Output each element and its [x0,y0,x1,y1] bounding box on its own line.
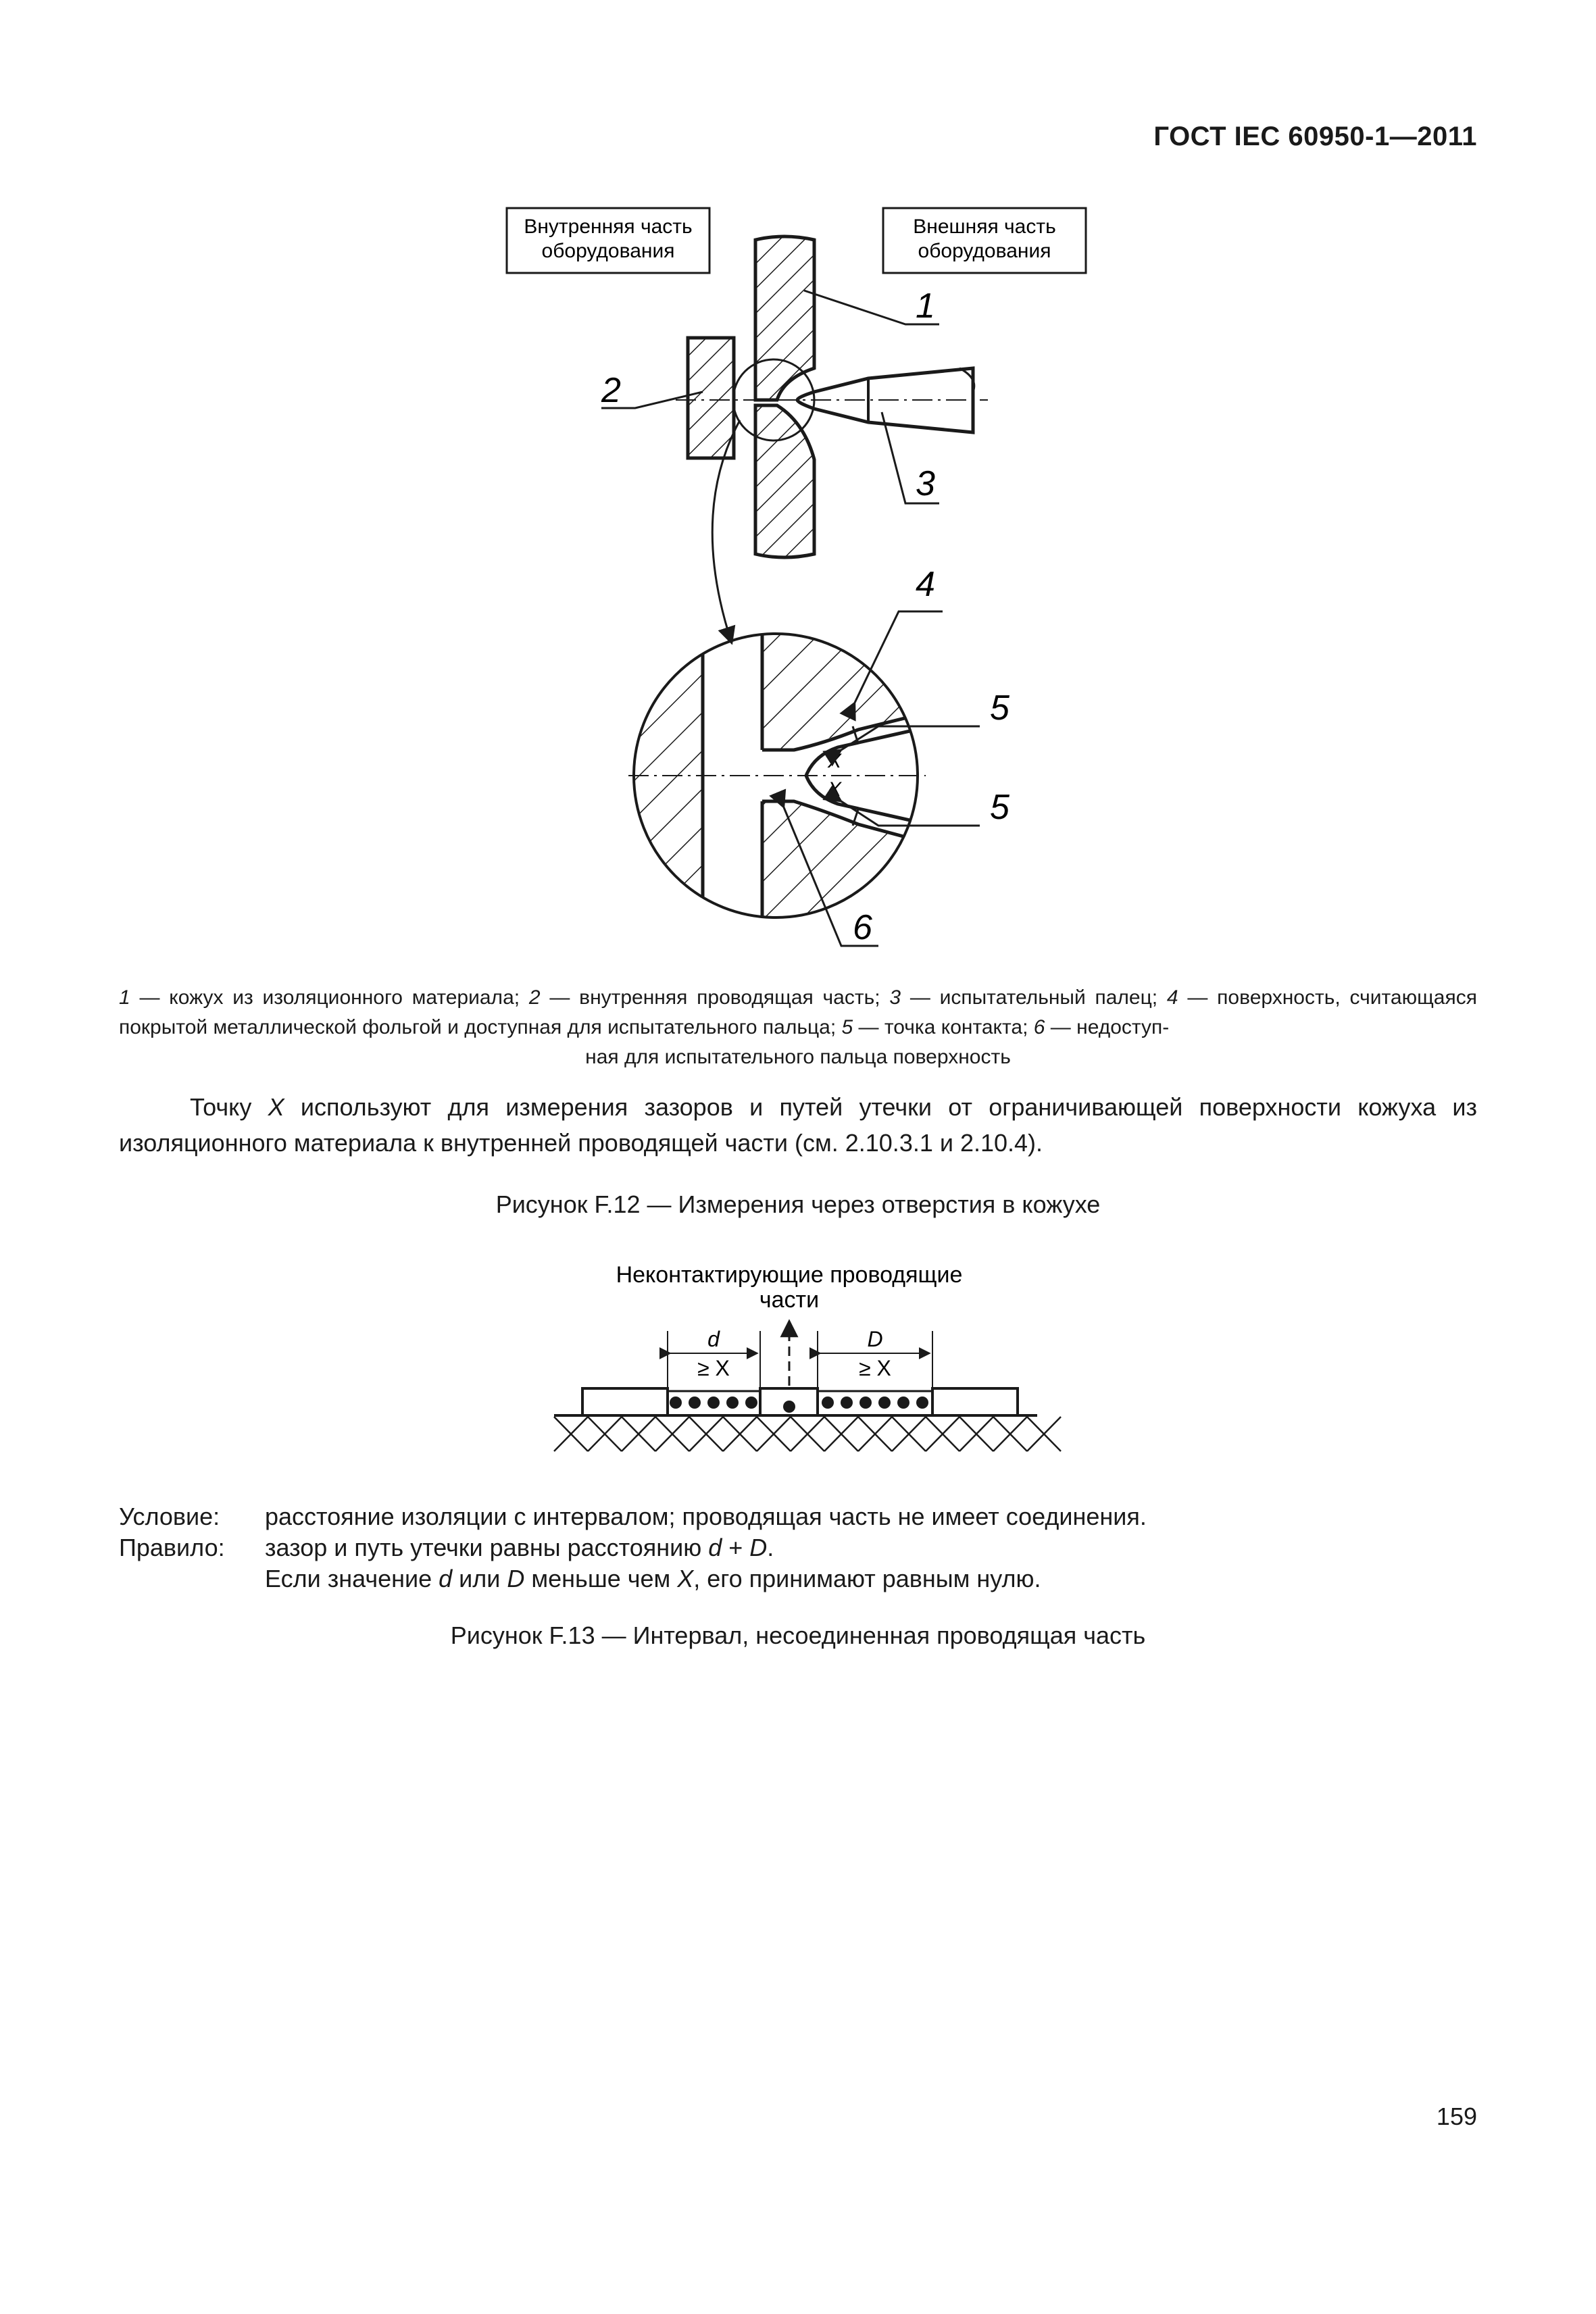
label-1: 1 [916,286,935,326]
legend-t5: — точка контакта; [853,1016,1034,1038]
figure-legend [119,983,1477,1072]
legend-t2: — внутренняя проводящая часть; [540,986,890,1009]
box-outer-equipment [883,208,1086,273]
f13-D-label: D [867,1327,883,1351]
rule-d: d [708,1534,722,1561]
legend-n5: 5 [841,1016,853,1038]
rule2-end: , его принимают равным нулю. [693,1565,1041,1592]
condition-text: расстояние изоляции с интервалом; проводящая часть не имеет соединения. [265,1503,1147,1530]
label-3: 3 [916,464,935,503]
box-inner-equipment [507,208,709,273]
box-inner-line1: Внутренняя часть [524,216,693,238]
document-id: ГОСТ IEC 60950-1—2011 [1153,122,1477,151]
para-part2: используют для измерения зазоров и путей утечки от ограничивающей поверхности кожуха из изоляционного материала к внутренней проводящей части (см. 2.10.3.1 и 2.10.4). [119,1093,1477,1157]
label-5-lower: 5 [990,788,1009,827]
rule2-a: Если значение [265,1565,439,1592]
caption-figure-f12: Рисунок F.12 — Измерения через отверстия в кожухе [495,1190,1101,1218]
box-inner-line2: оборудования [541,240,675,262]
label-5-upper: 5 [990,688,1009,728]
legend-n2: 2 [528,986,541,1009]
box-outer-line1: Внешняя часть [913,216,1056,238]
rule-end: . [767,1534,774,1561]
legend-n1: 1 [119,986,130,1009]
legend-n3: 3 [889,986,901,1009]
f13-title-line2: части [759,1287,820,1313]
rule-plus: + [722,1534,750,1561]
rule2-X: X [677,1565,694,1592]
rule2-b: или [452,1565,507,1592]
label-2: 2 [601,371,621,410]
rule-D: D [749,1534,768,1561]
rule-text-a: зазор и путь утечки равны расстоянию [265,1534,709,1561]
para-x: X [268,1093,284,1121]
page-number: 159 [1436,2103,1477,2130]
legend-n6: 6 [1033,1016,1045,1038]
f13-conductor-right [932,1388,1018,1415]
f13-ge-x-right: ≥ X [859,1356,891,1380]
label-x-lower: X [828,778,842,801]
label-4: 4 [916,565,935,604]
rule2-d: d [439,1565,453,1592]
detail-circle-large [628,628,946,926]
label-x-upper: X [828,750,842,772]
rule-text [265,1532,774,1563]
rule-label: Правило: [119,1534,225,1561]
para-part1: Точку [190,1093,268,1121]
explanation-paragraph [119,1089,1477,1161]
legend-n4: 4 [1166,986,1178,1009]
legend-t4: — поверхность, считающаяся покрытой металлической фольгой и доступная для испытательного пальца; [119,986,1477,1038]
caption-figure-f13: Рисунок F.13 — Интервал, несоединенная проводящая часть [450,1621,1146,1649]
rule2-D: D [507,1565,525,1592]
enclosure-lower [755,405,814,557]
legend-t1: — кожух из изоляционного материала; [130,986,529,1009]
f13-base [554,1415,1061,1451]
f13-d-label: d [707,1327,720,1351]
inner-conductive-part [688,338,734,458]
box-outer-line2: оборудования [918,240,1051,262]
legend-t6: — недоступ- [1045,1016,1170,1038]
label-6: 6 [853,908,872,947]
f13-ge-x-left: ≥ X [697,1356,730,1380]
rule2-c: меньше чем [524,1565,678,1592]
legend-t3: — испытательный палец; [901,986,1167,1009]
f13-title-line1: Неконтактирующие проводящие [616,1262,963,1288]
rule2-text [265,1563,1041,1594]
f13-conductor-left [582,1388,668,1415]
legend-last-line: ная для испытательного пальца поверхность [585,1046,1011,1068]
condition-label: Условие: [119,1503,220,1530]
